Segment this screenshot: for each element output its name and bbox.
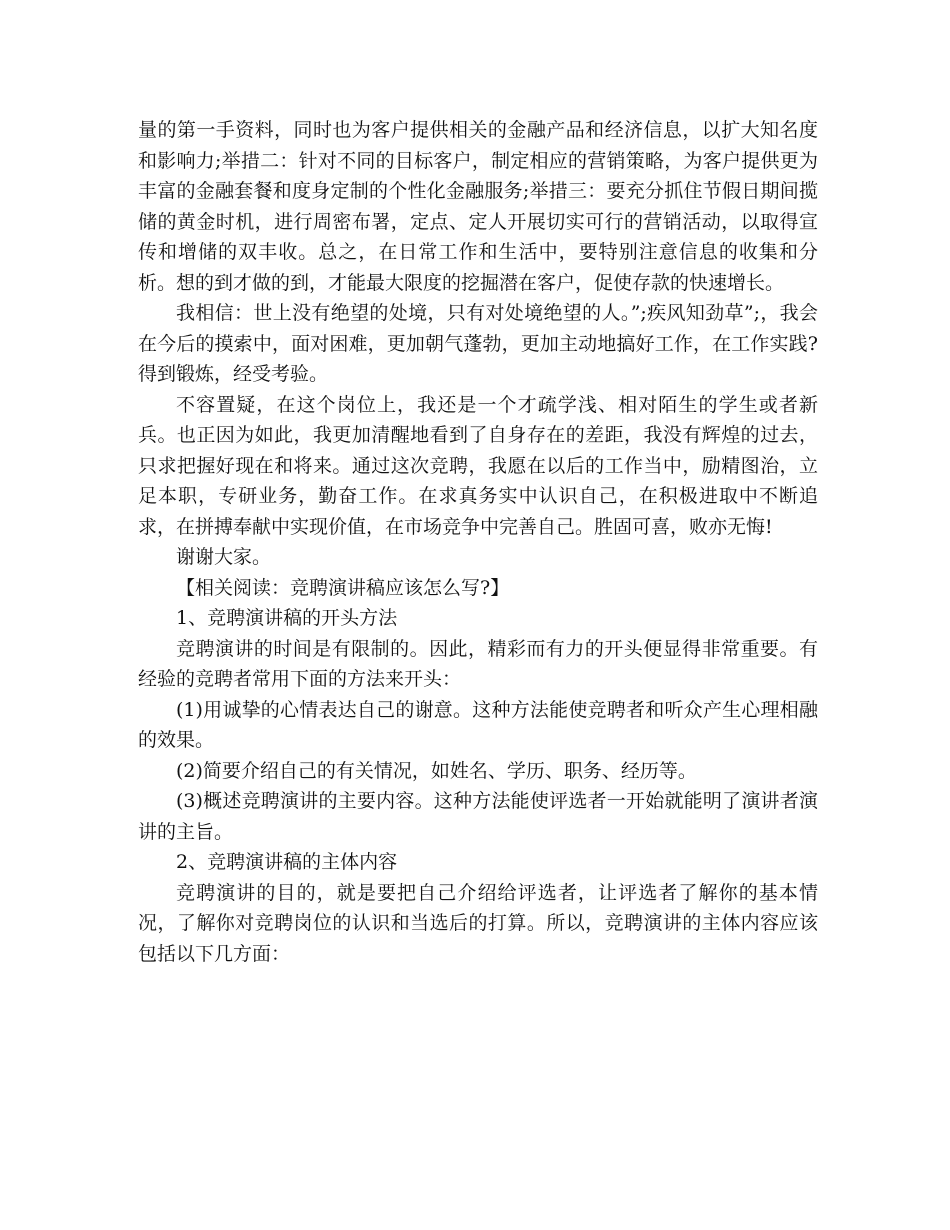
section-heading-body: 2、竞聘演讲稿的主体内容: [176, 851, 398, 873]
list-item-method-2: (2)简要介绍自己的有关情况，如姓名、学历、职务、经历等。: [176, 759, 697, 782]
paragraph-self-assessment: 不容置疑，在这个岗位上，我还是一个才疏学浅、相对陌生的学生或者新兵。也正因为如此，我更加清醒地看到了自身存在的差距，我没有辉煌的过去，只求把握好现在和将来。通过这次竞聘，我愿在以后的工作当中，励精图治，立足本职，专研业务，勤奋工作。在求真务实中认识自己，在积极进取中不断追求，在拼搏奉献中实现价值，在市场竞争中完善自己。胜固可喜，败亦无悔!: [138, 393, 818, 538]
paragraph-opening-intro: 竞聘演讲的时间是有限制的。因此，精彩而有力的开头便显得非常重要。有经验的竞聘者常用下面的方法来开头：: [138, 637, 818, 690]
paragraph-thanks: 谢谢大家。: [176, 546, 272, 568]
list-item-method-1: (1)用诚挚的心情表达自己的谢意。这种方法能使竞聘者和听众产生心理相融的效果。: [138, 698, 818, 751]
paragraph-measures: 量的第一手资料，同时也为客户提供相关的金融产品和经济信息，以扩大知名度和影响力;举措二：针对不同的目标客户，制定相应的营销策略，为客户提供更为丰富的金融套餐和度身定制的个性化金融服务;举措三：要充分抓住节假日期间揽储的黄金时机，进行周密布署，定点、定人开展切实可行的营销活动，以取得宣传和增储的双丰收。总之，在日常工作和生活中，要特别注意信息的收集和分析。想的到才做的到，才能最大限度的挖掘潜在客户，促使存款的快速增长。: [138, 119, 818, 294]
paragraph-body-intro: 竞聘演讲的目的，就是要把自己介绍给评选者，让评选者了解你的基本情况，了解你对竞聘岗位的认识和当选后的打算。所以，竞聘演讲的主体内容应该包括以下几方面：: [138, 881, 818, 965]
document-body: [138, 115, 818, 969]
list-item-method-3: (3)概述竞聘演讲的主要内容。这种方法能使评选者一开始就能明了演讲者演讲的主旨。: [138, 790, 818, 843]
related-reading-heading: 【相关阅读：竞聘演讲稿应该怎么写?】: [176, 576, 510, 599]
paragraph-belief: 我相信：世上没有绝望的处境，只有对处境绝望的人。”;疾风知劲草”;，我会在今后的摸索中，面对困难，更加朝气蓬勃，更加主动地搞好工作，在工作实践?得到锻炼，经受考验。: [138, 302, 818, 385]
section-heading-opening: 1、竞聘演讲稿的开头方法: [176, 607, 398, 629]
